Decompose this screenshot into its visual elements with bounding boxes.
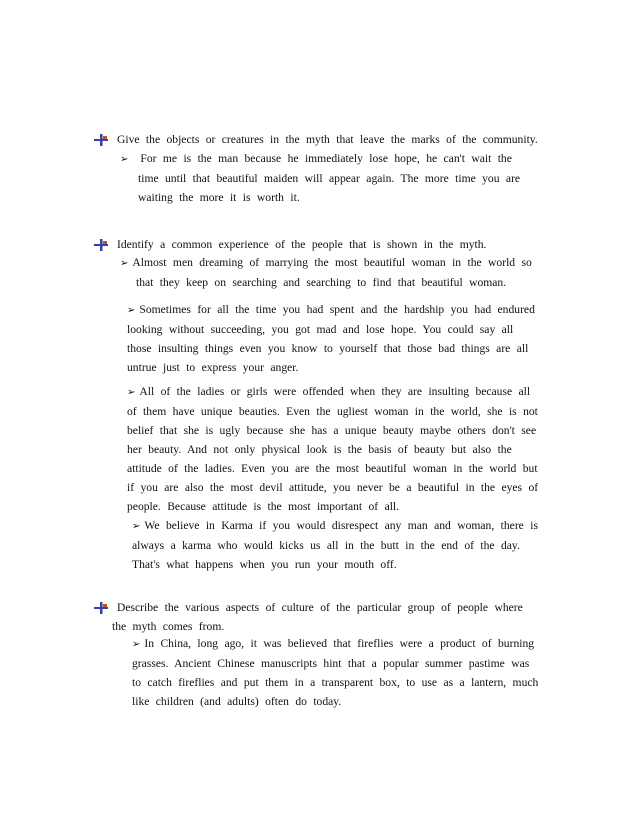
arrowhead-bullet-icon: ➢ [120,258,129,269]
answer-man-loses-hope [120,149,520,207]
section-common-experience [94,235,486,254]
arrowhead-bullet-icon: ➢ [120,154,129,165]
heading-text: the myth comes from. [112,620,225,633]
arrowhead-bullet-icon: ➢ [132,521,141,532]
answer-line: belief that she is ugly because she has a unique beauty maybe others don't see [127,424,537,437]
answer-line: waiting the more it is worth it. [138,191,300,204]
answer-line: that they keep on searching and searching to find that beautiful woman. [136,276,507,289]
answer-line: to catch fireflies and put them in a transparent box, to use as a lantern, much [132,676,539,689]
answer-line: her beauty. And not only physical look is the basis of beauty but also the [127,443,512,456]
heading-text: Give the objects or creatures in the myth that leave the marks of the community. [117,133,538,146]
answer-mad-lose-hope [127,300,535,377]
answer-line: ➢ We believe in Karma if you would disrespect any man and woman, there is [132,519,538,532]
arrowhead-bullet-icon: ➢ [127,387,136,398]
section-heading [94,598,523,617]
answer-line: people. Because attitude is the most important of all. [127,500,400,513]
pushpin-bullet-icon [94,602,108,614]
answer-line: attitude of the ladies. Even you are the most beautiful woman in the world but [127,462,538,475]
heading-text: Identify a common experience of the people that is shown in the myth. [117,238,487,251]
answer-line: of them have unique beauties. Even the ugliest woman in the world, she is not [127,405,538,418]
section-culture [94,598,523,636]
section-heading [94,235,486,254]
answer-line: those insulting things even you know to yourself that those bad things are all [127,342,529,355]
answer-line: That's what happens when you run your mouth off. [132,558,397,571]
section-heading [94,130,538,149]
section-objects [94,130,538,149]
answer-line: like children (and adults) often do today. [132,695,342,708]
answer-line: untrue just to express your anger. [127,361,299,374]
answer-line: looking without succeeding, you got mad and lose hope. You could say all [127,323,514,336]
pushpin-bullet-icon [94,239,108,251]
pushpin-bullet-icon [94,134,108,146]
answer-line: ➢ For me is the man because he immediately lose hope, he can't wait the [120,152,512,165]
answer-line: grasses. Ancient Chinese manuscripts hint that a popular summer pastime was [132,657,530,670]
answer-men-dreaming [120,253,532,292]
heading-text: Describe the various aspects of culture of the particular group of people where [117,601,523,614]
answer-line: ➢ All of the ladies or girls were offended when they are insulting because all [127,385,531,398]
arrowhead-bullet-icon: ➢ [127,305,136,316]
answer-line: if you are also the most devil attitude, you never be a beautiful in the eyes of [127,481,539,494]
answer-line: ➢ Almost men dreaming of marrying the most beautiful woman in the world so [120,256,532,269]
answer-line: ➢ In China, long ago, it was believed that fireflies were a product of burning [132,637,535,650]
answer-karma [132,516,538,574]
answer-ladies-offended [127,382,538,516]
answer-line: ➢ Sometimes for all the time you had spent and the hardship you had endured [127,303,535,316]
arrowhead-bullet-icon: ➢ [132,639,141,650]
answer-line: time until that beautiful maiden will appear again. The more time you are [138,172,521,185]
answer-china-fireflies [132,634,538,711]
answer-line: always a karma who would kicks us all in the butt in the end of the day. [132,539,520,552]
